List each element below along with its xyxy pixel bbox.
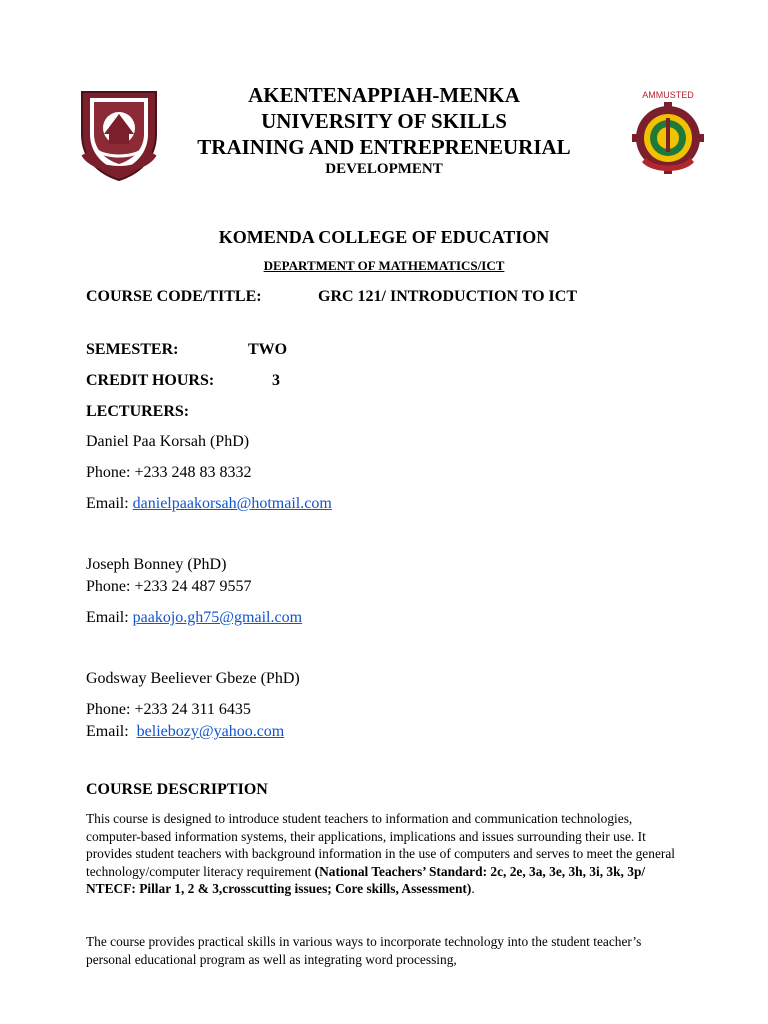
lecturer-phone: Phone: +233 24 311 6435	[86, 701, 251, 718]
email-label: Email:	[86, 495, 129, 512]
ammusted-logo-label: AMMUSTED	[642, 90, 694, 100]
semester-value: TWO	[248, 341, 288, 358]
credit-hours-label: CREDIT HOURS:	[86, 372, 215, 389]
university-name-line2: UNIVERSITY OF SKILLS	[261, 109, 507, 133]
email-label: Email:	[86, 723, 129, 740]
lecturer-phone: Phone: +233 248 83 8332	[86, 464, 252, 481]
description-text: This course is designed to introduce student teachers to information and communication technologies, computer-based information systems, their applications, implications and issues surrounding their use. It provides student teachers with background information in the use of computers and serves to meet the general technology/computer literacy requirement	[86, 811, 676, 879]
course-description-paragraph-2: The course provides practical skills in various ways to incorporate technology into the student teacher’s personal educational program as well as integrating word processing,	[86, 934, 642, 967]
description-period: .	[471, 881, 475, 896]
department-name: DEPARTMENT OF MATHEMATICS/ICT	[263, 258, 505, 273]
lecturer-name: Godsway Beeliever Gbeze (PhD)	[86, 670, 300, 687]
lecturer-email-link[interactable]: paakojo.gh75@gmail.com	[132, 609, 303, 626]
college-name: KOMENDA COLLEGE OF EDUCATION	[218, 227, 550, 247]
lecturer-email-link[interactable]: danielpaakorsah@hotmail.com	[132, 495, 332, 512]
course-description-paragraph-1	[86, 810, 686, 898]
course-code-label: COURSE CODE/TITLE:	[86, 288, 262, 305]
lecturer-phone: Phone: +233 24 487 9557	[86, 578, 252, 595]
description-standards: (National Teachers’ Standard: 2c, 2e, 3a, 3e, 3h, 3i, 3k, 3p/ NTECF: Pillar 1, 2 & 3,crosscutting issues; Core skills, Assessment)	[86, 863, 646, 896]
credit-hours-value: 3	[272, 372, 280, 389]
university-name-line4: DEVELOPMENT	[325, 161, 443, 177]
university-name-line1: AKENTENAPPIAH-MENKA	[248, 83, 520, 107]
course-description-heading: COURSE DESCRIPTION	[86, 781, 268, 798]
lecturer-email-row	[86, 494, 332, 514]
lecturers-label: LECTURERS:	[86, 403, 190, 420]
lecturer-email-link[interactable]: beliebozy@yahoo.com	[136, 723, 285, 740]
university-name-line3: TRAINING AND ENTREPRENEURIAL	[197, 135, 571, 159]
email-label: Email:	[86, 609, 129, 626]
lecturer-email-row	[86, 722, 284, 742]
semester-label: SEMESTER:	[86, 341, 179, 358]
lecturer-name: Daniel Paa Korsah (PhD)	[86, 433, 250, 450]
lecturer-name: Joseph Bonney (PhD)	[86, 556, 227, 573]
lecturer-email-row	[86, 608, 302, 628]
course-code-value: GRC 121/ INTRODUCTION TO ICT	[318, 288, 578, 305]
